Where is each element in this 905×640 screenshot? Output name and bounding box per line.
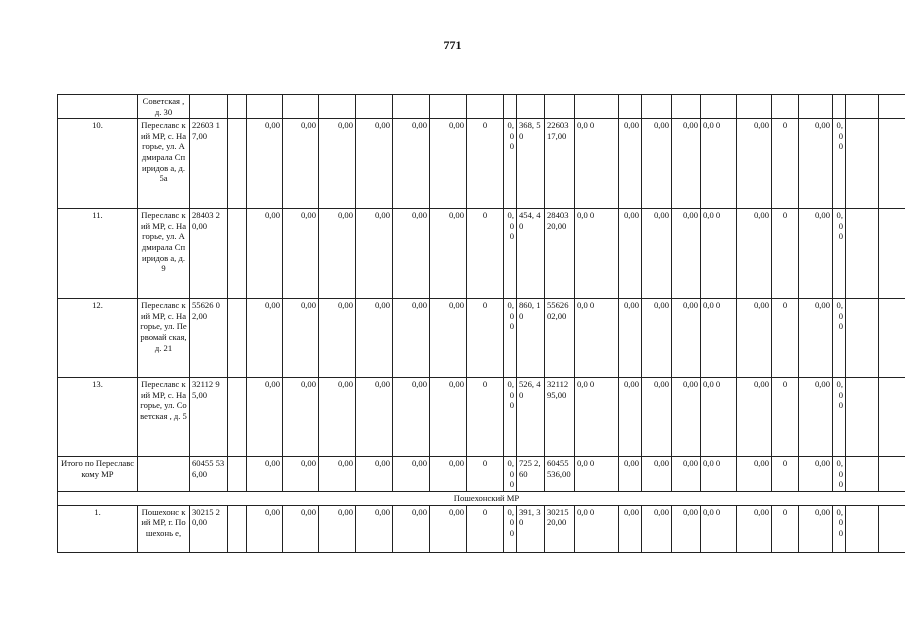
value-cell: 55626 02,00 (545, 299, 575, 378)
address-cell: Переславс кий МР, с. Нагорье, ул. Адмирала Спиридов а, д. 9 (138, 209, 190, 299)
value-cell: 0,00 (642, 209, 672, 299)
value-cell: 0,0 0 (701, 119, 737, 209)
value-cell: 0 (467, 457, 504, 492)
value-cell: 0,00 (356, 299, 393, 378)
value-cell: 30215 20,00 (545, 505, 575, 552)
value-cell: 0 (467, 505, 504, 552)
value-cell: 526, 40 (517, 378, 545, 457)
value-cell: 0,00 (672, 119, 701, 209)
row-number (58, 95, 138, 119)
value-cell: 0 (772, 299, 799, 378)
value-cell: 0,00 (356, 378, 393, 457)
value-cell: 0,00 (356, 209, 393, 299)
address-cell: Советская , д. 30 (138, 95, 190, 119)
value-cell: 28403 20,00 (545, 209, 575, 299)
total-cell: 60455 536,00 (190, 457, 228, 492)
value-cell: 0,00 (799, 378, 833, 457)
value-cell: 0 (467, 299, 504, 378)
value-cell (228, 378, 247, 457)
value-cell: 0,00 (283, 299, 319, 378)
value-cell: 0,0 0 (701, 505, 737, 552)
value-cell: 0,00 (672, 505, 701, 552)
value-cell: 60455 536,00 (545, 457, 575, 492)
value-cell: 0,00 (799, 457, 833, 492)
value-cell: 0,00 (619, 119, 642, 209)
value-cell: 0 (772, 378, 799, 457)
value-cell: 0,00 (619, 378, 642, 457)
value-cell: 0,00 (319, 505, 356, 552)
value-cell (228, 119, 247, 209)
row-number: 12. (58, 299, 138, 378)
value-cell: 0,00 (247, 505, 283, 552)
value-cell: 0,00 (247, 299, 283, 378)
value-cell: 0,00 (799, 119, 833, 209)
value-cell: 0,00 (319, 378, 356, 457)
value-cell: 0 (467, 209, 504, 299)
value-cell: 0 (772, 457, 799, 492)
value-cell: 0,00 (504, 505, 517, 552)
row-number: 1. (58, 505, 138, 552)
value-cell: 0,00 (672, 299, 701, 378)
table-row (58, 505, 905, 552)
value-cell: 0,00 (642, 378, 672, 457)
value-cell: 0,00 (504, 209, 517, 299)
value-cell: 0,00 (737, 209, 772, 299)
value-cell: 0,00 (799, 209, 833, 299)
section-row (58, 491, 905, 505)
value-cell (228, 209, 247, 299)
value-cell: 32112 95,00 (545, 378, 575, 457)
value-cell: 0,00 (319, 119, 356, 209)
value-cell: 0,00 (393, 457, 430, 492)
value-cell: 860, 10 (517, 299, 545, 378)
value-cell: 0,0 0 (701, 457, 737, 492)
value-cell: 0,00 (737, 378, 772, 457)
value-cell: 0,00 (430, 378, 467, 457)
total-cell: 32112 95,00 (190, 378, 228, 457)
value-cell: 0,00 (619, 457, 642, 492)
value-cell: 0,00 (247, 378, 283, 457)
value-cell: 0,00 (356, 505, 393, 552)
value-cell: 0,0 0 (575, 119, 619, 209)
value-cell: 0,00 (737, 299, 772, 378)
value-cell: 0,00 (393, 209, 430, 299)
value-cell: 0,00 (833, 457, 846, 492)
value-cell: 0 (467, 378, 504, 457)
value-cell: 0,00 (642, 457, 672, 492)
value-cell: 0 (772, 505, 799, 552)
value-cell: 0,00 (642, 119, 672, 209)
value-cell: 0,00 (430, 505, 467, 552)
value-cell: 0,00 (737, 505, 772, 552)
address-cell: Переславс кий МР, с. Нагорье, ул. Первомай ская, д. 21 (138, 299, 190, 378)
value-cell: 0,00 (247, 119, 283, 209)
value-cell (228, 299, 247, 378)
value-cell: 0,00 (619, 299, 642, 378)
data-table (57, 94, 905, 553)
value-cell: 0,00 (799, 505, 833, 552)
value-cell: 0,00 (833, 299, 846, 378)
value-cell: 0,0 0 (575, 505, 619, 552)
value-cell: 0,00 (283, 378, 319, 457)
table-row (58, 378, 905, 457)
value-cell: 0,00 (283, 457, 319, 492)
value-cell: 0,00 (642, 299, 672, 378)
table-row (58, 209, 905, 299)
value-cell: 0,00 (247, 209, 283, 299)
value-cell: 0,00 (430, 119, 467, 209)
value-cell: 0,00 (833, 378, 846, 457)
value-cell: 0,00 (737, 457, 772, 492)
address-cell: Переславс кий МР, с. Нагорье, ул. Адмирала Спиридов а, д. 5а (138, 119, 190, 209)
value-cell: 0,0 0 (575, 209, 619, 299)
value-cell: 0 (772, 209, 799, 299)
page-number: 771 (443, 38, 462, 52)
value-cell: 0,00 (833, 119, 846, 209)
value-cell: 0,00 (247, 457, 283, 492)
value-cell: 454, 40 (517, 209, 545, 299)
subtotal-label: Итого по Переславскому МР (58, 457, 138, 492)
value-cell: 0,00 (319, 457, 356, 492)
value-cell (228, 457, 247, 492)
total-cell: 28403 20,00 (190, 209, 228, 299)
subtotal-row (58, 457, 905, 492)
value-cell: 0,00 (642, 505, 672, 552)
value-cell: 0,0 0 (575, 457, 619, 492)
address-cell: Переславс кий МР, с. Нагорье, ул. Советская , д. 5 (138, 378, 190, 457)
value-cell: 0 (772, 119, 799, 209)
total-cell: 55626 02,00 (190, 299, 228, 378)
total-cell: 22603 17,00 (190, 119, 228, 209)
value-cell: 0,00 (504, 299, 517, 378)
value-cell: 0,00 (833, 505, 846, 552)
value-cell: 0,00 (283, 209, 319, 299)
row-number: 13. (58, 378, 138, 457)
value-cell: 0,00 (430, 299, 467, 378)
value-cell: 0,00 (504, 378, 517, 457)
table-row (58, 299, 905, 378)
section-heading: Пошехонский МР (58, 491, 905, 505)
value-cell: 0,00 (833, 209, 846, 299)
value-cell: 0,00 (737, 119, 772, 209)
total-cell: 30215 20,00 (190, 505, 228, 552)
value-cell: 0,00 (504, 457, 517, 492)
value-cell: 0,0 0 (701, 299, 737, 378)
value-cell: 0,00 (356, 119, 393, 209)
value-cell: 0,00 (672, 457, 701, 492)
table-row (58, 95, 905, 119)
value-cell (228, 505, 247, 552)
value-cell: 0,00 (393, 505, 430, 552)
value-cell: 391, 30 (517, 505, 545, 552)
value-cell: 0,00 (430, 209, 467, 299)
value-cell: 0,00 (393, 119, 430, 209)
value-cell: 0,00 (356, 457, 393, 492)
value-cell: 0,00 (619, 505, 642, 552)
value-cell: 0,00 (393, 378, 430, 457)
value-cell: 0,0 0 (575, 378, 619, 457)
value-cell: 0,00 (319, 299, 356, 378)
value-cell: 0,00 (393, 299, 430, 378)
value-cell: 0,0 0 (575, 299, 619, 378)
row-number: 11. (58, 209, 138, 299)
value-cell: 725 2,60 (517, 457, 545, 492)
value-cell: 0,00 (799, 299, 833, 378)
row-number: 10. (58, 119, 138, 209)
value-cell: 0 (467, 119, 504, 209)
value-cell: 0,00 (504, 119, 517, 209)
value-cell: 368, 50 (517, 119, 545, 209)
value-cell: 0,00 (672, 378, 701, 457)
value-cell: 0,00 (283, 119, 319, 209)
table-row (58, 119, 905, 209)
value-cell: 0,00 (619, 209, 642, 299)
address-cell (138, 457, 190, 492)
value-cell: 0,00 (672, 209, 701, 299)
value-cell: 22603 17,00 (545, 119, 575, 209)
value-cell: 0,0 0 (701, 378, 737, 457)
address-cell: Пошехонс кий МР, г. Пошехонь е, (138, 505, 190, 552)
value-cell: 0,00 (430, 457, 467, 492)
value-cell: 0,0 0 (701, 209, 737, 299)
value-cell: 0,00 (283, 505, 319, 552)
value-cell: 0,00 (319, 209, 356, 299)
